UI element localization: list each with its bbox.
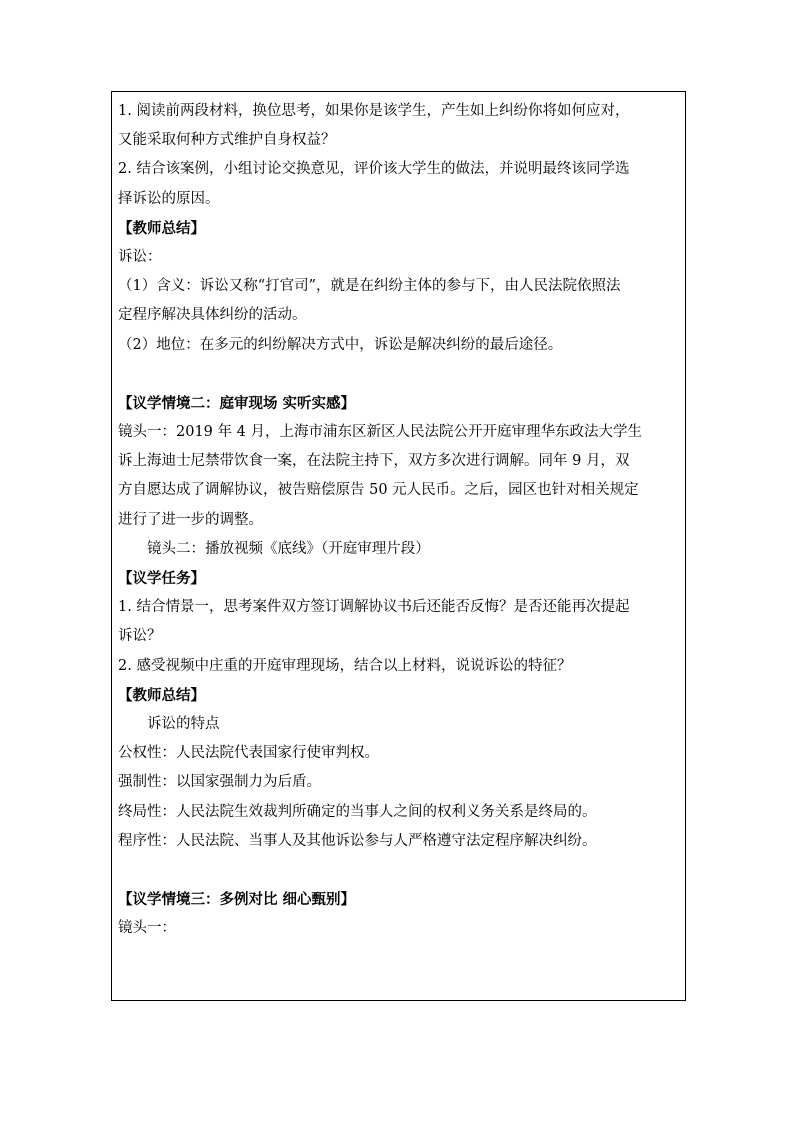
text-line: 终局性：人民法院生效裁判所确定的当事人之间的权利义务关系是终局的。 (118, 803, 597, 820)
section-heading: 【议学情境二：庭审现场 实听实感】 (118, 394, 356, 412)
blank-line (118, 360, 682, 389)
text-line: 进行了进一步的调整。 (118, 511, 263, 528)
text-line: 1. 阅读前两段材料，换位思考，如果你是该学生，产生如上纠纷你将如何应对， (118, 103, 630, 119)
text-line: 镜头二：播放视频《底线》（开庭审理片段） (147, 540, 430, 557)
text-line: 诉上海迪士尼禁带饮食一案，在法院主持下，双方多次进行调解。同年 9 月，双 (118, 453, 630, 470)
text-line: 程序性：人民法院、当事人及其他诉讼参与人严格遵守法定程序解决纠纷。 (118, 832, 597, 849)
text-line: 镜头一： (118, 920, 176, 937)
text-line: 择诉讼的原因。 (118, 190, 220, 207)
text-line: 强制性：以国家强制力为后盾。 (118, 774, 321, 791)
text-line: 公权性：人民法院代表国家行使审判权。 (118, 745, 379, 762)
text-line: 诉讼： (118, 248, 162, 265)
blank-line (118, 856, 682, 885)
section-heading: 【议学任务】 (118, 570, 205, 587)
text-line: （1）含义：诉讼又称“打官司”，就是在纠纷主体的参与下，由人民法院依照法 (118, 278, 621, 295)
document-body (118, 97, 682, 943)
text-line: 2. 结合该案例，小组讨论交换意见，评价该大学生的做法，并说明最终该同学选 (118, 161, 630, 178)
section-heading: 【教师总结】 (118, 686, 205, 704)
text-line: 诉讼的特点 (147, 715, 220, 732)
text-line: （2）地位：在多元的纠纷解决方式中，诉讼是解决纠纷的最后途径。 (118, 336, 563, 353)
section-heading: 【教师总结】 (118, 219, 205, 237)
text-line: 诉讼？ (118, 628, 162, 645)
text-line: 又能采取何种方式维护自身权益？ (118, 132, 336, 149)
section-heading: 【议学情境三：多例对比 细心甄别】 (118, 891, 356, 909)
text-line: 方自愿达成了调解协议，被告赔偿原告 50 元人民币。之后，园区也针对相关规定 (118, 482, 639, 499)
text-line: 2. 感受视频中庄重的开庭审理现场，结合以上材料，说说诉讼的特征？ (118, 657, 572, 674)
text-line: 定程序解决具体纠纷的活动。 (118, 307, 307, 324)
text-line: 1. 结合情景一，思考案件双方签订调解协议书后还能否反悔？是否还能再次提起 (118, 599, 630, 616)
text-line: 镜头一：2019 年 4 月，上海市浦东区新区人民法院公开开庭审理华东政法大学生 (118, 424, 642, 441)
